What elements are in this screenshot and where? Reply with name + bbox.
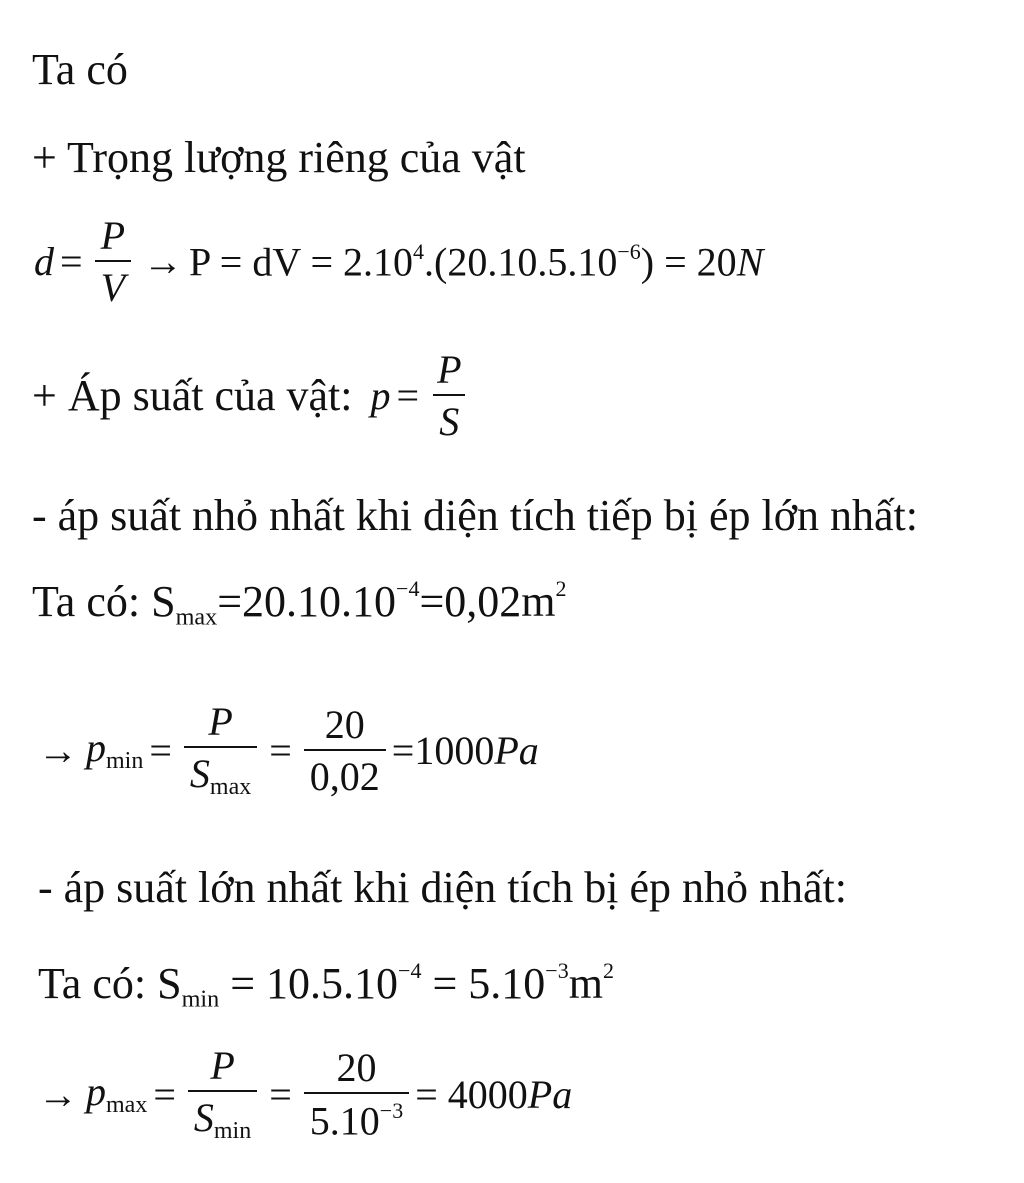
weight-heading: + Trọng lượng riêng của vật [32,133,526,182]
eq1-denominator: V [95,260,131,308]
eq1-middle: P = dV = $2.10^4.(20.10.5.10^{-6}) = 20N$ [189,239,764,285]
eq1-lhs: d [34,239,54,284]
pressure-equation: p = $\frac{P}{S}$ [371,350,474,442]
eq1-fraction [95,213,131,310]
min-pressure-heading: - áp suất nhỏ nhất khi diện tích tiếp bị ép lớn nhất: [32,491,918,540]
intro-text: Ta có [32,45,128,94]
eq1-arrow: → [143,239,183,284]
pmax-equation: → pmax = $\frac{P}{Smin}$ = $\frac{20}{5.10^{-3}}$ = 4000 Pa [38,1043,573,1145]
pressure-heading: + Áp suất của vật: [32,371,353,420]
pmin-equation: → pmin = $\frac{P}{Smax}$ = $\frac{20}{0,02}$ =1000 Pa [38,699,539,801]
smax-line: Ta có: $S_{max}=20.10.10^{-4}=0,02m^2$ [32,576,567,631]
density-equation: d = $\frac{P}{V}$ → P = dV = $2.10^4.(20.10.5.10^{-6}) = 20N$ [34,213,764,310]
max-pressure-heading: - áp suất lớn nhất khi diện tích bị ép nhỏ nhất: [38,863,847,912]
pressure-line [32,347,474,444]
eq1-numerator: P [100,213,125,258]
smin-line: Ta có: $S_{min} = 10.5.10^{-4} = 5.10^{-3}m^2$ [38,958,614,1013]
